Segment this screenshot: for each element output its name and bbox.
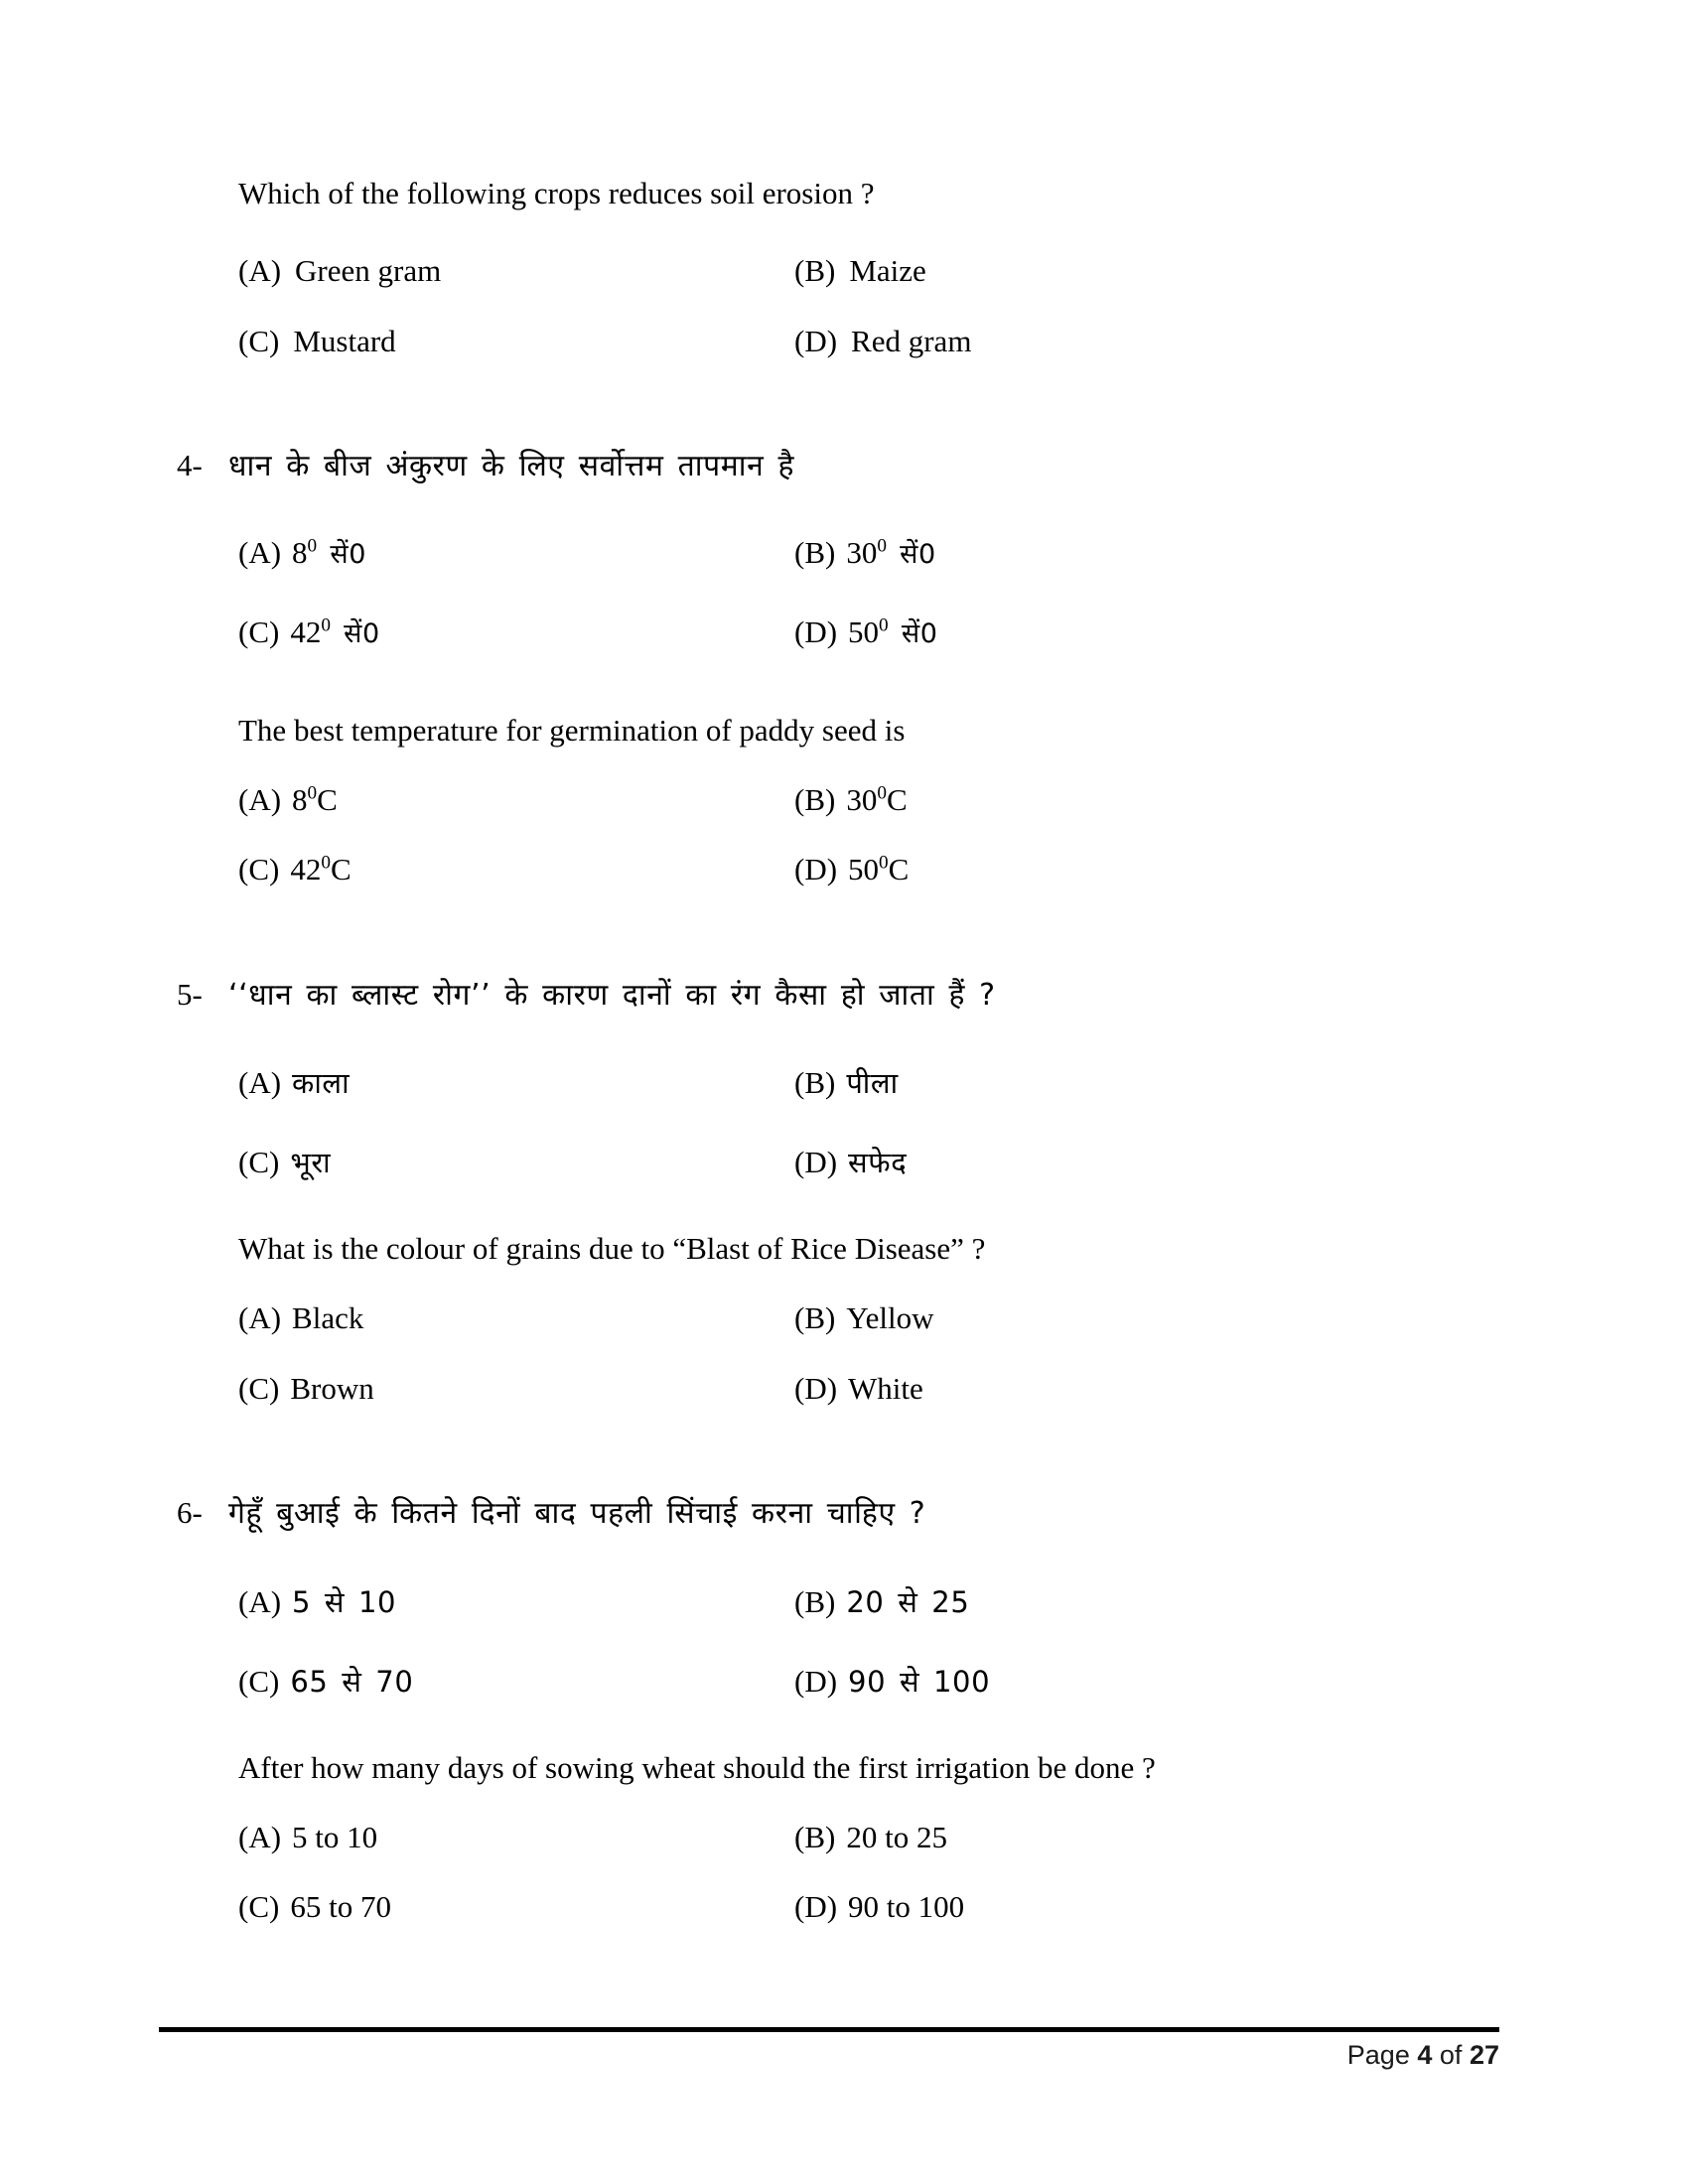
question-5-stem: ‘‘धान का ब्लास्ट रोग’’ के कारण दानों का रंग कैसा हो जाता हैं ? (228, 977, 996, 1013)
degree-superscript: 0 (307, 782, 318, 804)
question-5-stem-english: What is the colour of grains due to “Blast of Rice Disease” ? (238, 1231, 986, 1267)
option-d-text: White (848, 1370, 923, 1406)
question-block-5-hindi (177, 974, 1489, 1184)
footer-divider (159, 2027, 1499, 2032)
option-d-label: (D) (794, 323, 838, 358)
option-a[interactable] (238, 1581, 794, 1623)
option-row (238, 850, 1489, 889)
question-block-4-hindi (177, 445, 1489, 653)
option-d-label: (D) (794, 1370, 838, 1406)
footer-total-pages: 27 (1469, 2040, 1499, 2070)
question-4-stem-english: The best temperature for germination of paddy seed is (238, 712, 906, 748)
footer-page-word: Page (1346, 2040, 1410, 2070)
option-b[interactable] (794, 251, 1489, 291)
option-row (238, 613, 1489, 653)
option-c[interactable] (238, 613, 794, 653)
option-b-label: (B) (794, 253, 836, 289)
option-row (238, 1369, 1489, 1409)
option-b-text: 20 to 25 (846, 1819, 947, 1854)
option-b-text: पीला (846, 1066, 899, 1101)
question-6-stem: गेहूँ बुआई के कितने दिनों बाद पहली सिंचाई करना चाहिए ? (228, 1496, 926, 1532)
option-a[interactable] (238, 1818, 794, 1857)
option-d-text: सफेद (848, 1146, 908, 1180)
option-a-text: काला (292, 1066, 351, 1101)
question-list (177, 174, 1489, 1928)
option-a-text: Black (292, 1300, 364, 1336)
option-c-text: 65 से 70 (290, 1664, 414, 1699)
option-b-label: (B) (794, 781, 836, 817)
option-a-text: $8^0C$ (292, 781, 338, 817)
option-c-text: Brown (290, 1370, 374, 1406)
option-row (238, 1062, 1489, 1104)
degree-superscript: 0 (879, 614, 889, 636)
option-b-label: (B) (794, 1583, 836, 1619)
degree-superscript: 0 (877, 782, 887, 804)
option-row (238, 1298, 1489, 1338)
degree-superscript: 0 (879, 852, 889, 874)
question-6-stem-english: After how many days of sowing wheat should the first irrigation be done ? (238, 1749, 1156, 1785)
option-group (238, 1581, 1489, 1703)
option-c-label: (C) (238, 1889, 280, 1925)
option-a-label: (A) (238, 1819, 282, 1854)
footer-of-word: of (1439, 2040, 1463, 2070)
option-c[interactable] (238, 1369, 794, 1409)
option-a[interactable] (238, 251, 794, 291)
option-c-text: $42^0C$ (290, 852, 352, 887)
option-b-label: (B) (794, 535, 836, 571)
option-a-label: (A) (238, 781, 282, 817)
question-block-4-english (238, 711, 1489, 890)
option-c-text: $42^0$ सें0 (290, 614, 380, 649)
degree-superscript: 0 (877, 536, 887, 558)
option-row (238, 1818, 1489, 1857)
option-c-label: (C) (238, 323, 280, 358)
option-c[interactable] (238, 322, 794, 361)
option-b[interactable] (794, 1818, 1489, 1857)
option-a-text: 5 से 10 (292, 1584, 397, 1619)
option-c[interactable] (238, 1661, 794, 1703)
option-b-text: $30^0C$ (846, 781, 908, 817)
option-b-text: $30^0$ सें0 (846, 535, 936, 571)
degree-superscript: 0 (307, 536, 318, 558)
option-d-label: (D) (794, 614, 838, 649)
option-d[interactable] (794, 850, 1489, 889)
option-c[interactable] (238, 1887, 794, 1927)
option-c-label: (C) (238, 1370, 280, 1406)
option-b-label: (B) (794, 1819, 836, 1854)
option-b[interactable] (794, 1062, 1489, 1104)
option-c-label: (C) (238, 1663, 280, 1699)
option-d-text: $50^0$ सें0 (848, 614, 938, 649)
question-4-stem-row (177, 445, 1489, 488)
question-4-number: 4- (177, 447, 203, 482)
option-group (238, 780, 1489, 890)
option-row (238, 1581, 1489, 1623)
question-4-stem: धान के बीज अंकुरण के लिए सर्वोत्तम तापमान है (228, 448, 795, 483)
page-number-footer (159, 2040, 1499, 2071)
option-c-text: भूरा (290, 1146, 332, 1180)
option-d[interactable] (794, 1369, 1489, 1409)
option-a-text: Green gram (295, 253, 442, 289)
option-a-label: (A) (238, 1065, 282, 1101)
option-d-text: 90 to 100 (848, 1889, 965, 1925)
question-block-crops-soil-erosion (238, 174, 1489, 361)
degree-superscript: 0 (321, 614, 331, 636)
option-b-text: Yellow (846, 1300, 934, 1336)
option-d-text: Red gram (851, 323, 972, 358)
option-a-text: 5 to 10 (292, 1819, 378, 1854)
option-b[interactable] (794, 780, 1489, 820)
option-b-label: (B) (794, 1300, 836, 1336)
option-a[interactable] (238, 780, 794, 820)
option-c-text: Mustard (293, 323, 396, 358)
option-a-label: (A) (238, 253, 282, 289)
option-d-label: (D) (794, 1145, 838, 1180)
degree-superscript: 0 (321, 852, 331, 874)
option-b[interactable] (794, 1581, 1489, 1623)
question-block-6-english (238, 1748, 1489, 1928)
option-b-text: Maize (849, 253, 926, 289)
question-block-6-hindi (177, 1492, 1489, 1703)
option-row (238, 533, 1489, 574)
option-c-label: (C) (238, 852, 280, 887)
question-stem: Which of the following crops reduces soil erosion ? (238, 176, 875, 210)
question-6-stem-row (177, 1492, 1489, 1536)
option-group (238, 1062, 1489, 1183)
footer-current-page: 4 (1417, 2040, 1433, 2070)
option-row (238, 1661, 1489, 1703)
option-c-label: (C) (238, 614, 280, 649)
option-d-label: (D) (794, 852, 838, 887)
option-b[interactable] (794, 533, 1489, 574)
option-a[interactable] (238, 1298, 794, 1338)
option-d-text: $50^0C$ (848, 852, 910, 887)
option-row (238, 1142, 1489, 1183)
option-d[interactable] (794, 1887, 1489, 1927)
option-d[interactable] (794, 322, 1489, 361)
option-row (238, 322, 1489, 361)
question-6-number: 6- (177, 1495, 203, 1531)
option-b-text: 20 से 25 (846, 1584, 970, 1619)
option-a-label: (A) (238, 1583, 282, 1619)
option-d-text: 90 से 100 (848, 1664, 991, 1699)
question-5-stem-row (177, 974, 1489, 1018)
option-group (238, 533, 1489, 652)
option-c-label: (C) (238, 1145, 280, 1180)
option-d-label: (D) (794, 1663, 838, 1699)
question-block-5-english (238, 1229, 1489, 1409)
option-d-label: (D) (794, 1889, 838, 1925)
option-row (238, 780, 1489, 820)
option-d[interactable] (794, 613, 1489, 653)
option-d[interactable] (794, 1661, 1489, 1703)
option-b[interactable] (794, 1298, 1489, 1338)
option-a-label: (A) (238, 535, 282, 571)
option-row (238, 251, 1489, 291)
option-c[interactable] (238, 850, 794, 889)
option-row (238, 1887, 1489, 1927)
option-group (238, 1298, 1489, 1409)
option-group (238, 251, 1489, 361)
option-b-label: (B) (794, 1065, 836, 1101)
option-c-text: 65 to 70 (290, 1889, 391, 1925)
option-a-text: $8^0$ सें0 (292, 535, 366, 571)
option-a[interactable] (238, 533, 794, 574)
question-5-number: 5- (177, 976, 203, 1012)
option-a-label: (A) (238, 1300, 282, 1336)
option-c[interactable] (238, 1142, 794, 1183)
option-a[interactable] (238, 1062, 794, 1104)
option-group (238, 1818, 1489, 1928)
option-d[interactable] (794, 1142, 1489, 1183)
